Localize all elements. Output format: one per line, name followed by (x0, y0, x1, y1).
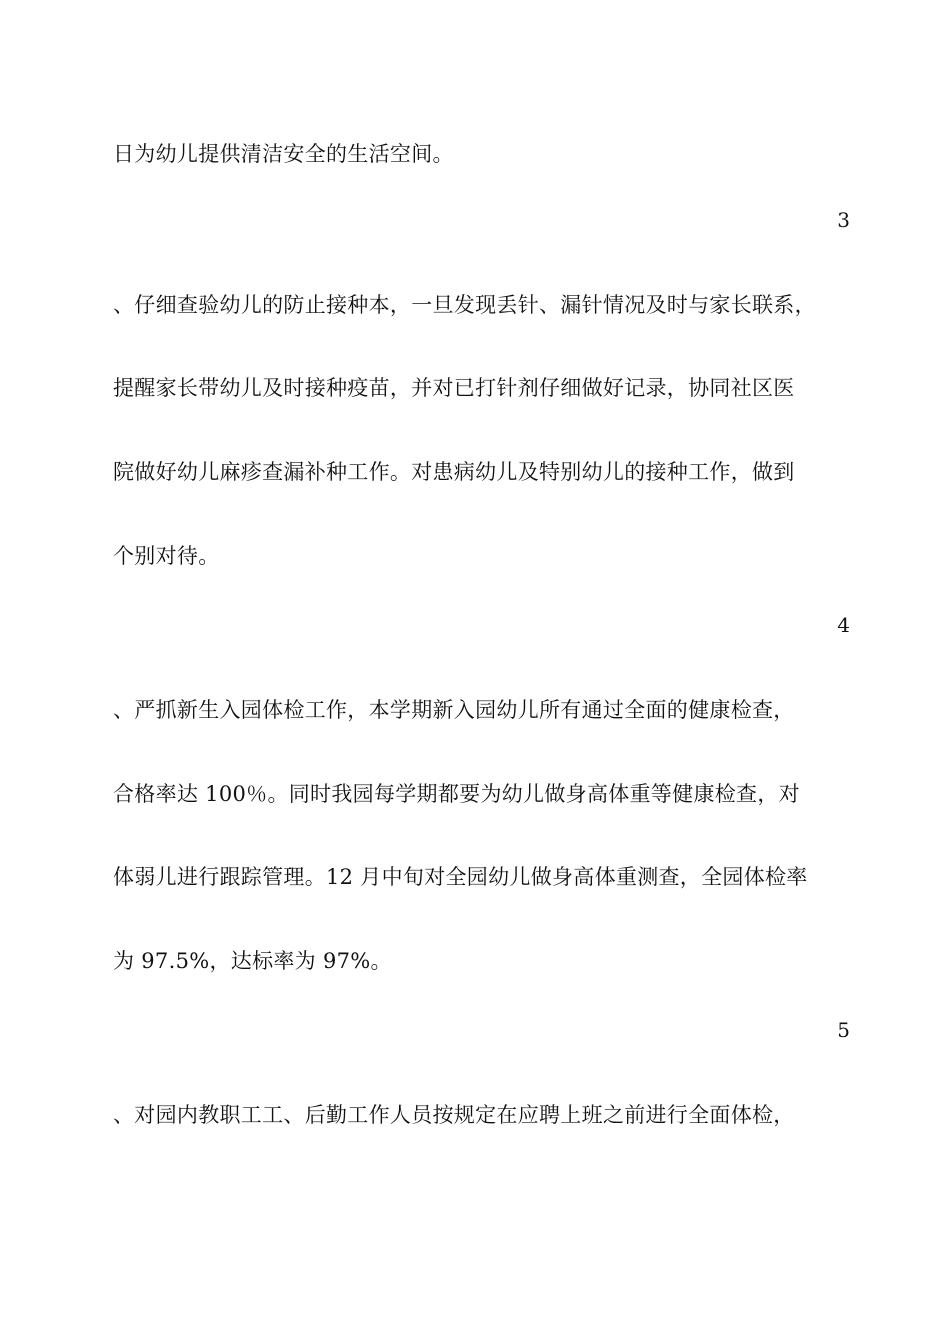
paragraph-line: 为 97.5%，达标率为 97%。 (113, 949, 392, 973)
paragraph-line: 提醒家长带幼儿及时接种疫苗，并对已打针剂仔细做好记录，协同社区医 (113, 376, 795, 400)
item-number: 5 (837, 1018, 850, 1042)
paragraph-line: 、严抓新生入园体检工作，本学期新入园幼儿所有通过全面的健康检查， (113, 698, 795, 722)
paragraph-line: 体弱儿进行跟踪管理。12 月中旬对全园幼儿做身高体重测查，全园体检率 (113, 865, 808, 889)
item-number: 3 (837, 208, 850, 232)
paragraph-line: 合格率达 100％。同时我园每学期都要为幼儿做身高体重等健康检查，对 (113, 782, 800, 806)
item-number: 4 (837, 613, 850, 637)
paragraph-line: 院做好幼儿麻疹查漏补种工作。对患病幼儿及特别幼儿的接种工作，做到 (113, 460, 795, 484)
paragraph-line: 日为幼儿提供清洁安全的生活空间。 (113, 142, 454, 166)
paragraph-line: 、对园内教职工工、后勤工作人员按规定在应聘上班之前进行全面体检， (113, 1103, 795, 1127)
paragraph-line: 个别对待。 (113, 544, 220, 568)
paragraph-line: 、仔细查验幼儿的防止接种本，一旦发现丢针、漏针情况及时与家长联系， (113, 293, 816, 317)
